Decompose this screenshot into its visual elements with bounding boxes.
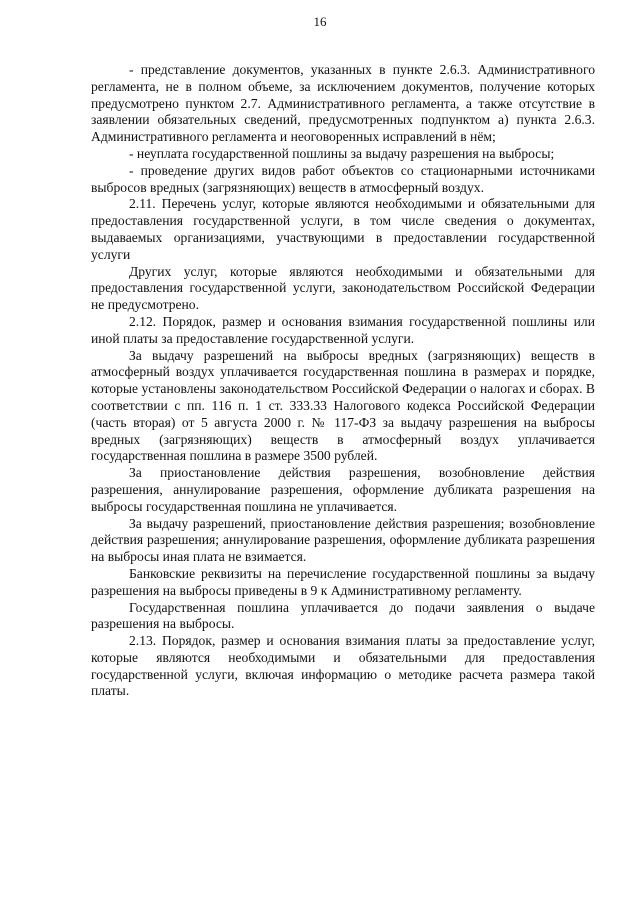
paragraph-section-2-11: 2.11. Перечень услуг, которые являются необходимыми и обязательными для предоставления государственной услуги, в том числе сведения о документах, выдаваемых организациями, участвующими в предоставлении государственной услуги — [91, 196, 595, 262]
paragraph-section-2-12: 2.12. Порядок, размер и основания взимания государственной пошлины или иной платы за предоставление государственной услуги. — [91, 313, 595, 346]
paragraph-no-duty-cases: За приостановление действия разрешения, возобновление действия разрешения, аннулирование разрешения, оформление дубликата разрешения на выбросы государственная пошлина не уплачивается. — [91, 465, 595, 514]
paragraph-no-other-fee: За выдачу разрешений, приостановление действия разрешения; возобновление действия разрешения; аннулирование разрешения, оформление дубликата разрешения на выбросы иная плата не взимается. — [91, 515, 595, 565]
paragraph-no-other-services: Других услуг, которые являются необходимыми и обязательными для предоставления государственной услуги, законодательством Российской Федерации не предусмотрено. — [91, 263, 595, 313]
paragraph-section-2-13: 2.13. Порядок, размер и основания взимания платы за предоставление услуг, которые являются необходимыми и обязательными для предоставления государственной услуги, включая информацию о методике расчета размера такой платы. — [91, 633, 595, 699]
paragraph-reason-other-works: - проведение других видов работ объектов со стационарными источниками выбросов вредных (загрязняющих) веществ в атмосферный воздух. — [91, 162, 595, 195]
document-body — [91, 62, 595, 700]
page-number: 16 — [313, 14, 327, 29]
paragraph-reason-incomplete-documents: - представление документов, указанных в пункте 2.6.3. Административного регламента, не в полном объеме, за исключением документов, получение которых предусмотрено пунктом 2.7. Административного регламента, а также отсутствие в заявлении обязательных сведений, предусмотренных подпунктом а) пункта 2.6.3. Административного регламента и неоговоренных исправлений в нём; — [91, 62, 595, 145]
paragraph-bank-details: Банковские реквизиты на перечисление государственной пошлины за выдачу разрешения на выбросы приведены в 9 к Административному регламенту. — [91, 565, 595, 598]
paragraph-payment-timing: Государственная пошлина уплачивается до подачи заявления о выдаче разрешения на выбросы. — [91, 599, 595, 632]
paragraph-duty-amount: За выдачу разрешений на выбросы вредных (загрязняющих) веществ в атмосферный воздух уплачивается государственная пошлина в размерах и порядке, которые установлены законодательством Российской Федерации о налогах и сборах. В соответствии с пп. 116 п. 1 ст. 333.33 Налогового кодекса Российской Федерации (часть вторая) от 5 августа 2000 г. № 117-ФЗ за выдачу разрешения на выбросы вредных (загрязняющих) веществ в атмосферный воздух уплачивается государственная пошлина в размере 3500 рублей. — [91, 347, 595, 464]
paragraph-reason-unpaid-duty: - неуплата государственной пошлины за выдачу разрешения на выбросы; — [129, 145, 555, 161]
